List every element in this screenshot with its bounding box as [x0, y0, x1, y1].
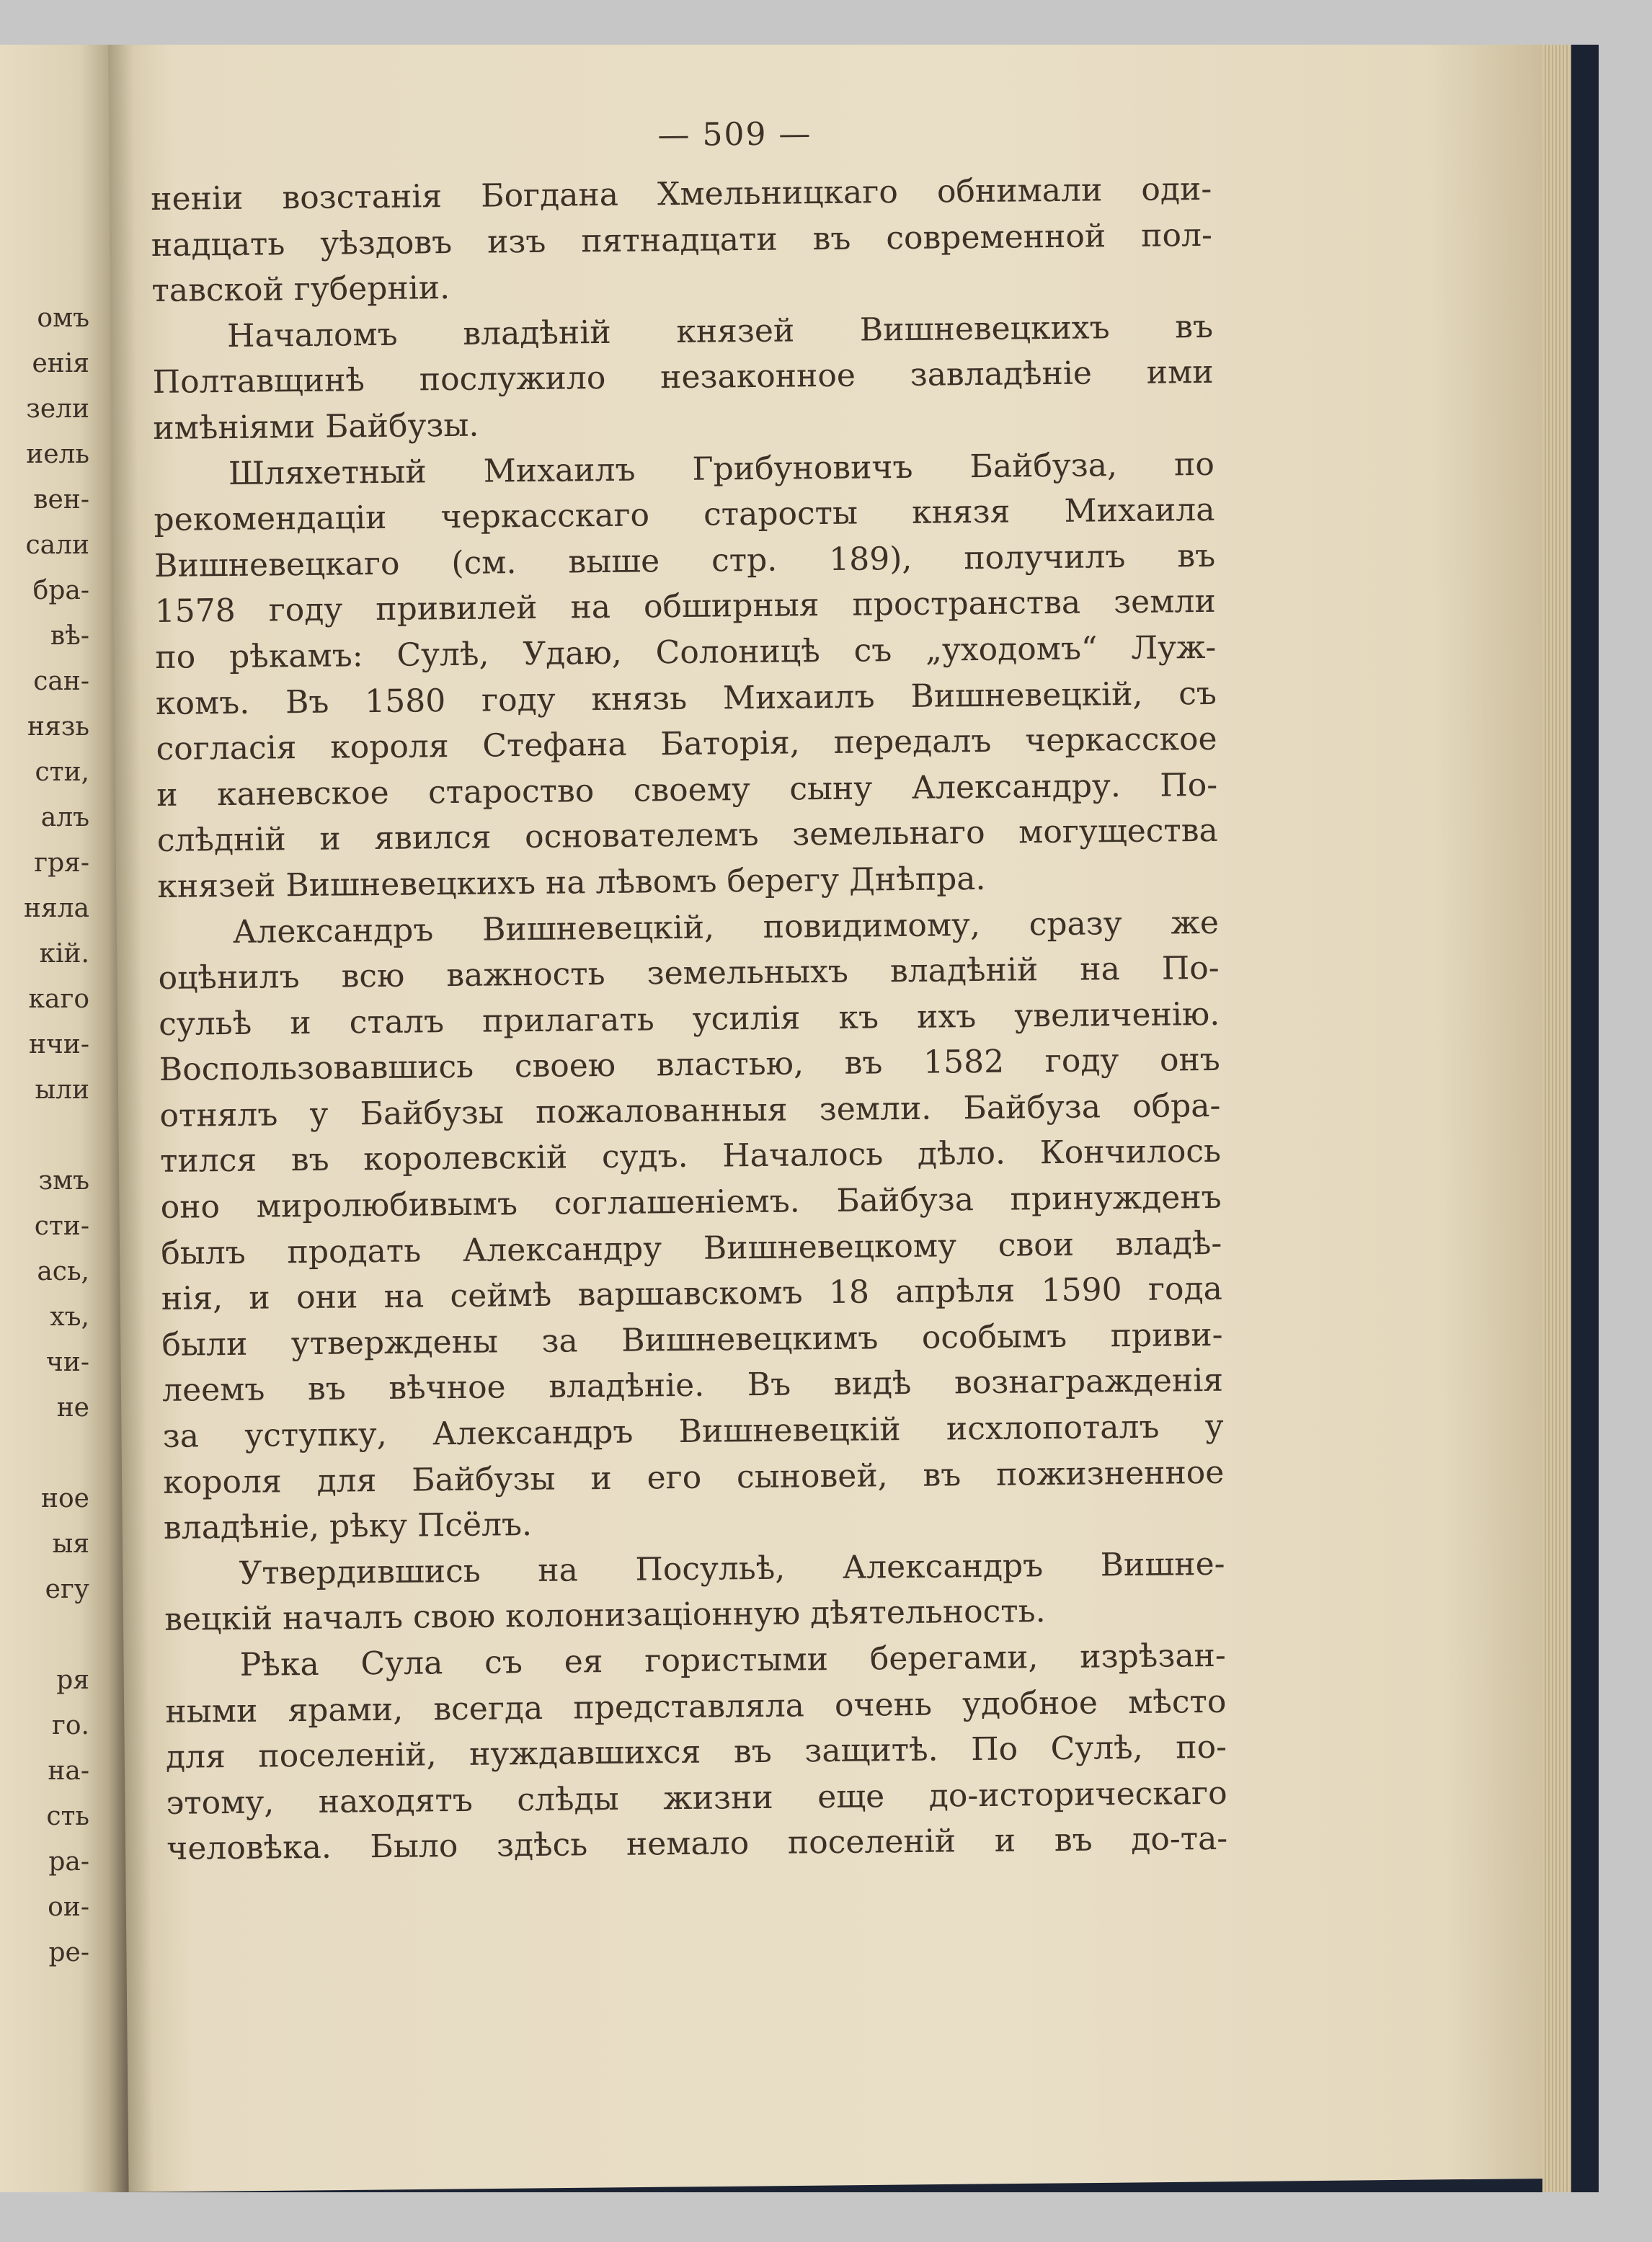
left-page-fragment: ась,: [37, 1257, 89, 1286]
text-line: неніи возстанія Богдана Хмельницкаго обнимали оди-: [151, 170, 1212, 218]
left-page-fragment: ное: [41, 1484, 89, 1513]
text-line: владѣніе, рѣку Псёлъ.: [163, 1506, 533, 1547]
text-line: по рѣкамъ: Сулѣ, Удаю, Солоницѣ съ „уходомъ“ Луж-: [155, 628, 1217, 676]
left-page-fragment: хъ,: [50, 1302, 89, 1332]
text-line: согласія короля Стефана Баторія, передалъ черкасское: [156, 720, 1217, 768]
text-line: сульѣ и сталъ прилагать усилія къ ихъ увеличенію.: [159, 995, 1220, 1043]
text-line: этому, находятъ слѣды жизни еще до-историческаго: [166, 1774, 1227, 1822]
text-line: Началомъ владѣній князей Вишневецкихъ въ: [226, 308, 1214, 355]
left-page-fragment: енія: [32, 349, 89, 378]
left-page-fragment: змъ: [38, 1166, 89, 1196]
left-page-fragment: вѣ-: [50, 621, 89, 651]
left-page-fragment: ра-: [48, 1847, 89, 1877]
left-page-fragment: го.: [52, 1711, 89, 1740]
text-line: оцѣнилъ всю важность земельныхъ владѣній на По-: [158, 949, 1220, 997]
left-page-fragment: ои-: [48, 1892, 89, 1922]
text-line: леемъ въ вѣчное владѣніе. Въ видѣ вознагражденія: [161, 1362, 1224, 1410]
text-line: короля для Байбузы и его сыновей, въ пожизненное: [163, 1454, 1225, 1501]
text-line: ными ярами, всегда представляла очень удобное мѣсто: [165, 1683, 1227, 1730]
text-line: нія, и они на сеймѣ варшавскомъ 18 апрѣля 1590 года: [161, 1271, 1223, 1318]
left-page-fragment: каго: [28, 984, 89, 1014]
left-page-fragment: вен-: [33, 485, 89, 515]
page-number: — 509 —: [657, 115, 812, 154]
text-line: и каневское староство своему сыну Александру. По-: [156, 766, 1218, 814]
left-page-fragment: омъ: [37, 303, 89, 333]
text-line: былъ продать Александру Вишневецкому свои владѣ-: [161, 1224, 1222, 1272]
left-page-fragment: сан-: [33, 667, 89, 696]
left-page-fragment: иель: [26, 440, 89, 469]
left-page-fragment: егу: [45, 1575, 89, 1604]
text-line: тавской губерніи.: [151, 270, 450, 310]
text-line: имѣніями Байбузы.: [153, 406, 479, 447]
text-line: человѣка. Было здѣсь немало поселеній и въ до-та-: [166, 1820, 1228, 1868]
left-page-fragment: сти,: [35, 757, 89, 787]
text-line: тился въ королевскій судъ. Началось дѣло. Кончилось: [159, 1133, 1222, 1180]
left-page-fragment: нчи-: [29, 1030, 89, 1059]
left-page-fragment: ыя: [52, 1529, 89, 1559]
text-line: вецкій началъ свою колонизаціонную дѣятельность.: [164, 1593, 1046, 1639]
text-line: надцать уѣздовъ изъ пятнадцати въ современной пол-: [151, 216, 1213, 264]
text-line: 1578 году привилей на обширныя пространства земли: [154, 583, 1216, 631]
text-line: за уступку, Александръ Вишневецкій исхлопоталъ у: [162, 1407, 1224, 1455]
left-page-fragment: зели: [26, 394, 89, 424]
text-line: Вишневецкаго (см. выше стр. 189), получилъ въ: [154, 537, 1216, 584]
text-line: для поселеній, нуждавшихся въ защитѣ. По Сулѣ, по-: [165, 1728, 1227, 1776]
left-page-fragment: не: [56, 1393, 89, 1423]
text-line: были утверждены за Вишневецкимъ особымъ приви-: [161, 1316, 1223, 1364]
text-line: Александръ Вишневецкій, повидимому, сразу же: [232, 904, 1220, 951]
text-line: комъ. Въ 1580 году князь Михаилъ Вишневецкій, съ: [155, 675, 1217, 722]
left-page-fragment: ря: [56, 1665, 89, 1695]
text-line: Полтавщинѣ послужило незаконное завладѣніе ими: [152, 354, 1214, 401]
left-page-fragment: сть: [46, 1802, 89, 1831]
text-line: Рѣка Сула съ ея гористыми берегами, изрѣзан-: [239, 1637, 1226, 1683]
text-line: отнялъ у Байбузы пожалованныя земли. Байбуза обра-: [159, 1087, 1221, 1134]
left-page-fragment: ре-: [48, 1938, 89, 1967]
left-page-fragment: [0, 1113, 94, 1158]
body-text: [151, 166, 1228, 1872]
text-line: Воспользовавшись своею властью, въ 1582 году онъ: [159, 1041, 1221, 1089]
left-page-fragment: кій.: [39, 939, 89, 969]
left-page-fragment: алъ: [40, 803, 89, 832]
page-text-block: [150, 94, 1227, 1872]
left-page-fragment: сти-: [34, 1211, 89, 1241]
text-line: рекомендаціи черкасскаго старосты князя Михаила: [154, 491, 1215, 539]
left-page-fragment: бра-: [32, 576, 89, 605]
text-line: Утвердившись на Посульѣ, Александръ Вишне-: [239, 1545, 1225, 1592]
text-line: слѣдній и явился основателемъ земельнаго могущества: [156, 812, 1218, 860]
left-page-fragment: чи-: [46, 1348, 89, 1377]
left-page-fragment: [0, 1612, 94, 1658]
left-page-fragment: [0, 1431, 94, 1476]
left-page-fragment: гря-: [34, 848, 89, 878]
left-page-fragment: ыли: [35, 1075, 89, 1105]
text-line: Шляхетный Михаилъ Грибуновичъ Байбуза, по: [228, 445, 1215, 492]
page-edges: [1542, 45, 1571, 2192]
left-page-text-fragments: [0, 295, 94, 1975]
left-page-fragment: сали: [25, 530, 89, 560]
text-line: оно миролюбивымъ соглашеніемъ. Байбуза принужденъ: [160, 1178, 1222, 1226]
left-page-fragment: на-: [48, 1756, 89, 1786]
text-line: князей Вишневецкихъ на лѣвомъ берегу Днѣпра.: [157, 860, 986, 905]
left-page-fragment: нязь: [27, 712, 89, 742]
left-page-fragment: няла: [23, 894, 89, 923]
